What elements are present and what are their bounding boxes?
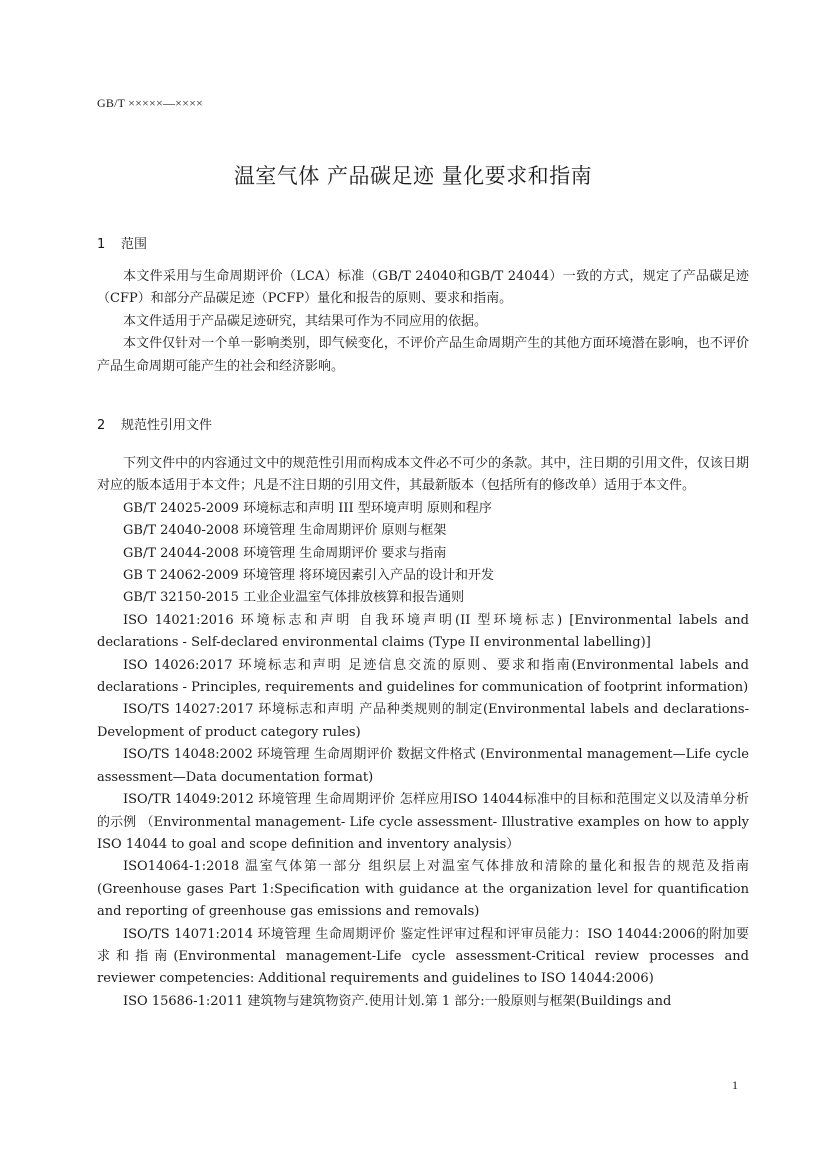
- page-number: 1: [732, 1078, 738, 1092]
- reference-item: GB/T 24025-2009 环境标志和声明 III 型环境声明 原则和程序: [123, 500, 492, 516]
- section-title: 规范性引用文件: [121, 418, 213, 433]
- reference-item: GB/T 24044-2008 环境管理 生命周期评价 要求与指南: [123, 545, 447, 561]
- reference-item: GB T 24062-2009 环境管理 将环境因素引入产品的设计和开发: [123, 568, 494, 584]
- scope-body: [97, 266, 749, 378]
- reference-item: ISO 15686-1:2011 建筑物与建筑物资产.使用计划.第 1 部分:一般原则与框架(Buildings and: [123, 993, 672, 1009]
- reference-item: ISO 14021:2016 环境标志和声明 自我环境声明(II 型环境标志) [Environmental labels and declarations - Self-declared environmental claims (Type II environmental labelling)]: [97, 612, 749, 651]
- reference-item: GB/T 32150-2015 工业企业温室气体排放核算和报告通则: [123, 590, 465, 606]
- paragraph: 本文件仅针对一个单一影响类别，即气候变化，不评价产品生命周期产生的其他方面环境潜在影响，也不评价产品生命周期可能产生的社会和经济影响。: [97, 336, 749, 374]
- reference-item: ISO/TS 14048:2002 环境管理 生命周期评价 数据文件格式 (Environmental management—Life cycle assessment—Data documentation format): [97, 747, 749, 785]
- reference-item: GB/T 24040-2008 环境管理 生命周期评价 原则与框架: [123, 523, 447, 539]
- section-title: 范围: [121, 237, 148, 252]
- reference-item: ISO 14026:2017 环境标志和声明 足迹信息交流的原则、要求和指南(Environmental labels and declarations - Principles, requirements and guidelines for communication of footprint information): [97, 657, 749, 696]
- section-heading-scope: [97, 233, 147, 252]
- standard-code-header: GB/T ×××××—××××: [97, 96, 204, 110]
- paragraph: 本文件适用于产品碳足迹研究，其结果可作为不同应用的依据。: [123, 313, 488, 329]
- reference-item: ISO14064-1:2018 温室气体第一部分 组织层上对温室气体排放和清除的量化和报告的规范及指南(Greenhouse gases Part 1:Specification with guidance at the organization level for quantification and reporting of greenhouse gas emissions and removals): [97, 859, 749, 920]
- paragraph: 本文件采用与生命周期评价（LCA）标准（GB/T 24040和GB/T 24044）一致的方式，规定了产品碳足迹（CFP）和部分产品碳足迹（PCFP）量化和报告的原则、要求和指南。: [97, 269, 749, 307]
- section-number: 2: [97, 418, 106, 433]
- document-title: 温室气体 产品碳足迹 量化要求和指南: [233, 164, 593, 188]
- reference-item: ISO/TS 14027:2017 环境标志和声明 产品种类规则的制定(Environmental labels and declarations-Development of product category rules): [97, 702, 749, 740]
- section-number: 1: [97, 237, 106, 252]
- section-heading-normative-references: [97, 414, 212, 433]
- paragraph: 下列文件中的内容通过文中的规范性引用而构成本文件必不可少的条款。其中，注日期的引用文件，仅该日期对应的版本适用于本文件；凡是不注日期的引用文件，其最新版本（包括所有的修改单）适用于本文件。: [97, 456, 749, 494]
- reference-item: ISO/TR 14049:2012 环境管理 生命周期评价 怎样应用ISO 14044标准中的目标和范围定义以及清单分析的示例 （Environmental management- Life cycle assessment- Illustrative examples on how to apply ISO 14044 to goal and scope definition and inventory analysis）: [97, 792, 749, 852]
- reference-item: ISO/TS 14071:2014 环境管理 生命周期评价 鉴定性评审过程和评审员能力：ISO 14044:2006的附加要求和指南(Environmental management-Life cycle assessment-Critical review processes and reviewer competencies: Additional requirements and guidelines to ISO 14044:2006): [97, 926, 749, 987]
- normative-references-body: [97, 453, 749, 1013]
